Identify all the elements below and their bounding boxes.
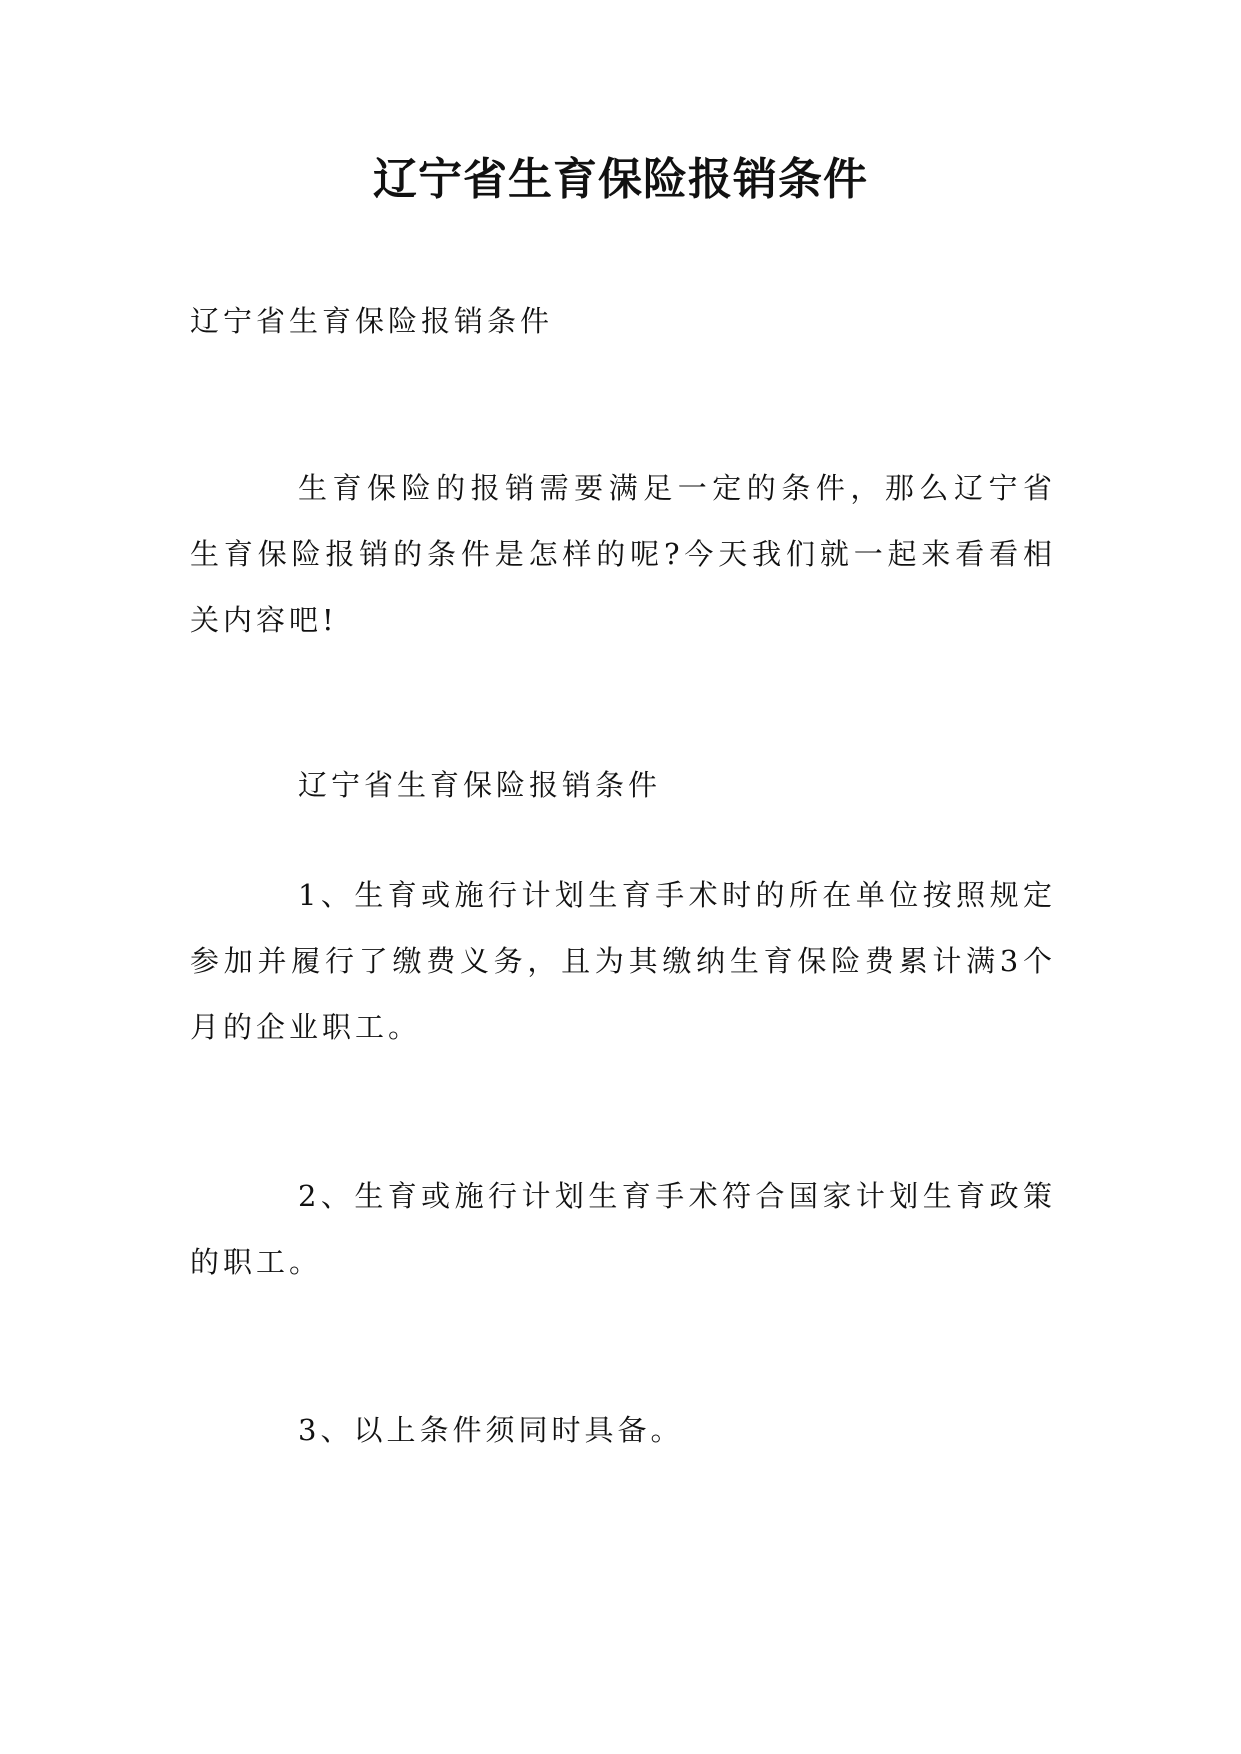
condition-item-1: 1、生育或施行计划生育手术时的所在单位按照规定参加并履行了缴费义务，且为其缴纳生育保险费累计满3个月的企业职工。 xyxy=(190,878,1056,1044)
document-subtitle: 辽宁省生育保险报销条件 xyxy=(190,304,554,338)
condition-item-2: 2、生育或施行计划生育手术符合国家计划生育政策的职工。 xyxy=(190,1179,1056,1279)
document-title: 辽宁省生育保险报销条件 xyxy=(373,154,868,205)
section-heading: 辽宁省生育保险报销条件 xyxy=(298,768,662,802)
condition-item-3: 3、以上条件须同时具备。 xyxy=(298,1413,684,1447)
intro-paragraph: 生育保险的报销需要满足一定的条件，那么辽宁省生育保险报销的条件是怎样的呢?今天我们就一起来看看相关内容吧! xyxy=(190,471,1056,637)
